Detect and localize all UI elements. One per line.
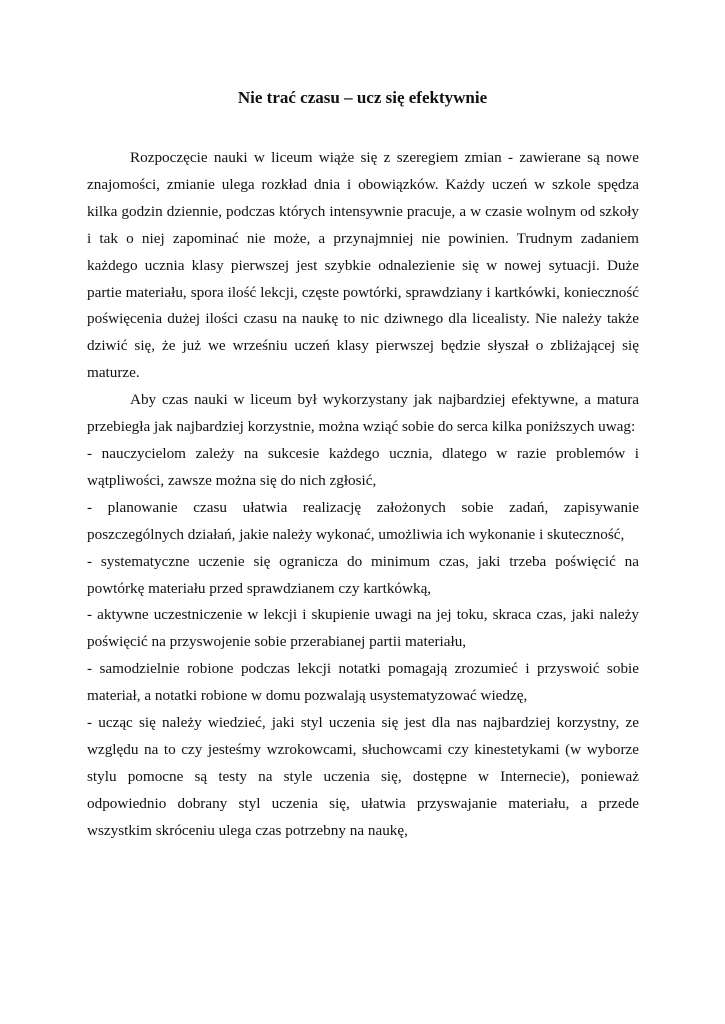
list-item: - aktywne uczestniczenie w lekcji i skupienie uwagi na jej toku, skraca czas, jaki należy poświęcić na przyswojenie sobie przerabianej partii materiału, (87, 606, 639, 651)
list-item: - planowanie czasu ułatwia realizację założonych sobie zadań, zapisywanie poszczególnych działań, jakie należy wykonać, umożliwia ich wykonanie i skuteczność, (87, 498, 639, 543)
paragraph-advice-lead: Aby czas nauki w liceum był wykorzystany jak najbardziej efektywne, a matura przebiegła jak najbardziej korzystnie, można wziąć sobie do serca kilka poniższych uwag: (87, 391, 639, 436)
document-title: Nie trać czasu – ucz się efektywnie (237, 88, 488, 107)
list-item: - ucząc się należy wiedzieć, jaki styl uczenia się jest dla nas najbardziej korzystny, ze względu na to czy jesteśmy wzrokowcami, słuchowcami czy kinestetykami (w wyborze stylu pomocne są testy na style uczenia się, dostępne w Internecie), ponieważ odpowiednio dobrany styl uczenia się, ułatwia przyswajanie materiału, a przede wszystkim skróceniu ulega czas potrzebny na naukę, (87, 714, 639, 839)
list-item: - samodzielnie robione podczas lekcji notatki pomagają zrozumieć i przyswoić sobie materiał, a notatki robione w domu pozwalają usystematyzować wiedzę, (87, 660, 639, 705)
document-body (87, 145, 639, 845)
list-item: - systematyczne uczenie się ogranicza do minimum czas, jaki trzeba poświęcić na powtórkę materiału przed sprawdzianem czy kartkówką, (87, 552, 639, 597)
paragraph-intro: Rozpoczęcie nauki w liceum wiąże się z szeregiem zmian - zawierane są nowe znajomości, zmianie ulega rozkład dnia i obowiązków. Każdy uczeń w szkole spędza kilka godzin dziennie, podczas których intensywnie pracuje, a w czasie wolnym od szkoły i tak o niej zapominać nie może, a przynajmniej nie powinien. Trudnym zadaniem każdego ucznia klasy pierwszej jest szybkie odnalezienie się w nowej sytuacji. Duże partie materiału, spora ilość lekcji, częste powtórki, sprawdziany i kartkówki, konieczność poświęcenia dużej ilości czasu na naukę to nic dziwnego dla licealisty. Nie należy także dziwić się, że już we wrześniu uczeń klasy pierwszej będzie słyszał o zbliżającej się maturze. (87, 149, 639, 382)
list-item: - nauczycielom zależy na sukcesie każdego ucznia, dlatego w razie problemów i wątpliwości, zawsze można się do nich zgłosić, (87, 444, 639, 489)
